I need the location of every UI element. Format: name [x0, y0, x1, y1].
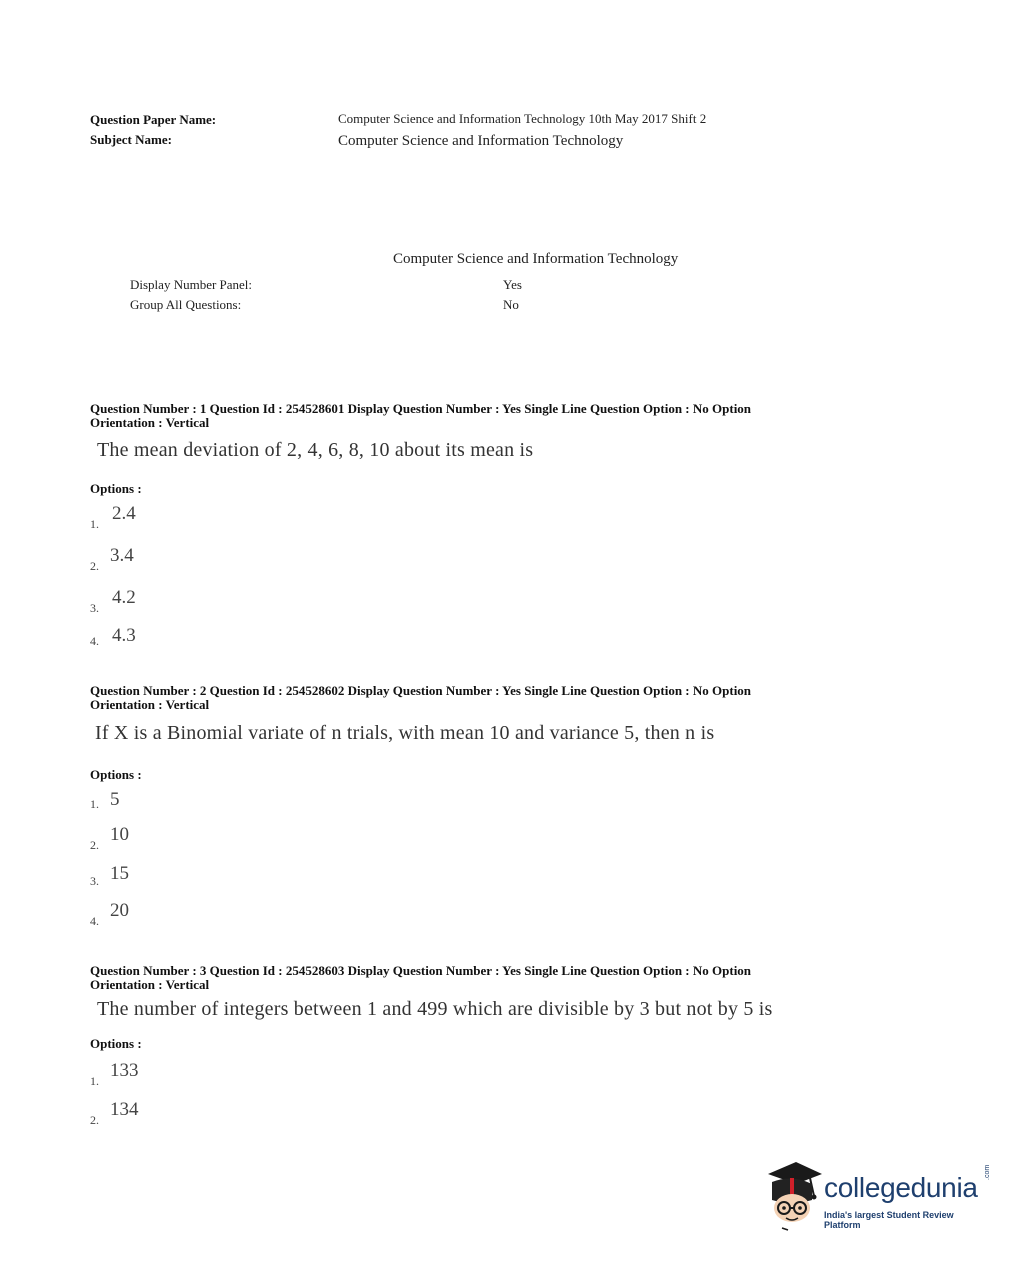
section-title: Computer Science and Information Technology — [393, 251, 679, 267]
q1-option-4-number: 4. — [90, 634, 99, 648]
q3-option-2-number: 2. — [90, 1113, 99, 1127]
logo-suffix: .com — [984, 1164, 991, 1180]
q2-option-3-value: 15 — [110, 863, 129, 884]
q2-option-1-value: 5 — [110, 789, 120, 810]
question-1-header — [90, 402, 850, 430]
question-3-header — [90, 964, 850, 992]
group-all-questions-value: No — [503, 297, 519, 312]
q2-option-4-value: 20 — [110, 900, 129, 921]
q1-option-3-value: 4.2 — [112, 587, 136, 608]
question-2-header-line2: Orientation : Vertical — [90, 697, 210, 712]
question-2-header-line1: Question Number : 2 Question Id : 254528602 Display Question Number : Yes Single Line Question Option : No Option — [90, 683, 752, 698]
q3-option-2-value: 134 — [110, 1099, 139, 1120]
subject-name-label: Subject Name: — [90, 132, 172, 147]
question-2-text: If X is a Binomial variate of n trials, with mean 10 and variance 5, then n is — [95, 722, 715, 744]
mascot-icon — [762, 1160, 822, 1232]
paper-name-label: Question Paper Name: — [90, 112, 217, 127]
q2-option-4-number: 4. — [90, 914, 99, 928]
question-3-options-label: Options : — [90, 1036, 142, 1051]
q2-option-3-number: 3. — [90, 874, 99, 888]
q1-option-3-number: 3. — [90, 601, 99, 615]
q2-option-1-number: 1. — [90, 797, 99, 811]
q1-option-1-number: 1. — [90, 517, 99, 531]
logo-wordmark: collegedunia — [824, 1172, 978, 1203]
question-1-header-line2: Orientation : Vertical — [90, 415, 210, 430]
q1-option-4-value: 4.3 — [112, 625, 136, 646]
paper-name-value: Computer Science and Information Technology 10th May 2017 Shift 2 — [338, 111, 707, 126]
q1-option-2-number: 2. — [90, 559, 99, 573]
logo-tagline: India's largest Student Review Platform — [824, 1210, 954, 1230]
collegedunia-logo — [762, 1160, 992, 1232]
q2-option-2-value: 10 — [110, 824, 129, 845]
display-number-panel-label: Display Number Panel: — [130, 277, 253, 292]
group-all-questions-label: Group All Questions: — [130, 297, 242, 312]
question-1-text: The mean deviation of 2, 4, 6, 8, 10 about its mean is — [97, 439, 534, 461]
question-3-header-line1: Question Number : 3 Question Id : 254528603 Display Question Number : Yes Single Line Question Option : No Option — [90, 963, 752, 978]
q3-option-1-number: 1. — [90, 1074, 99, 1088]
question-2-options-label: Options : — [90, 767, 142, 782]
question-1-options-label: Options : — [90, 481, 142, 496]
question-3-text: The number of integers between 1 and 499 which are divisible by 3 but not by 5 is — [97, 998, 773, 1020]
q3-option-1-value: 133 — [110, 1060, 139, 1081]
q1-option-2-value: 3.4 — [110, 545, 134, 566]
question-3-header-line2: Orientation : Vertical — [90, 977, 210, 992]
question-1-header-line1: Question Number : 1 Question Id : 254528601 Display Question Number : Yes Single Line Question Option : No Option — [90, 401, 752, 416]
question-2-header — [90, 684, 850, 712]
display-number-panel-value: Yes — [503, 277, 522, 292]
subject-name-value: Computer Science and Information Technology — [338, 133, 624, 149]
q2-option-2-number: 2. — [90, 838, 99, 852]
q1-option-1-value: 2.4 — [112, 503, 136, 524]
